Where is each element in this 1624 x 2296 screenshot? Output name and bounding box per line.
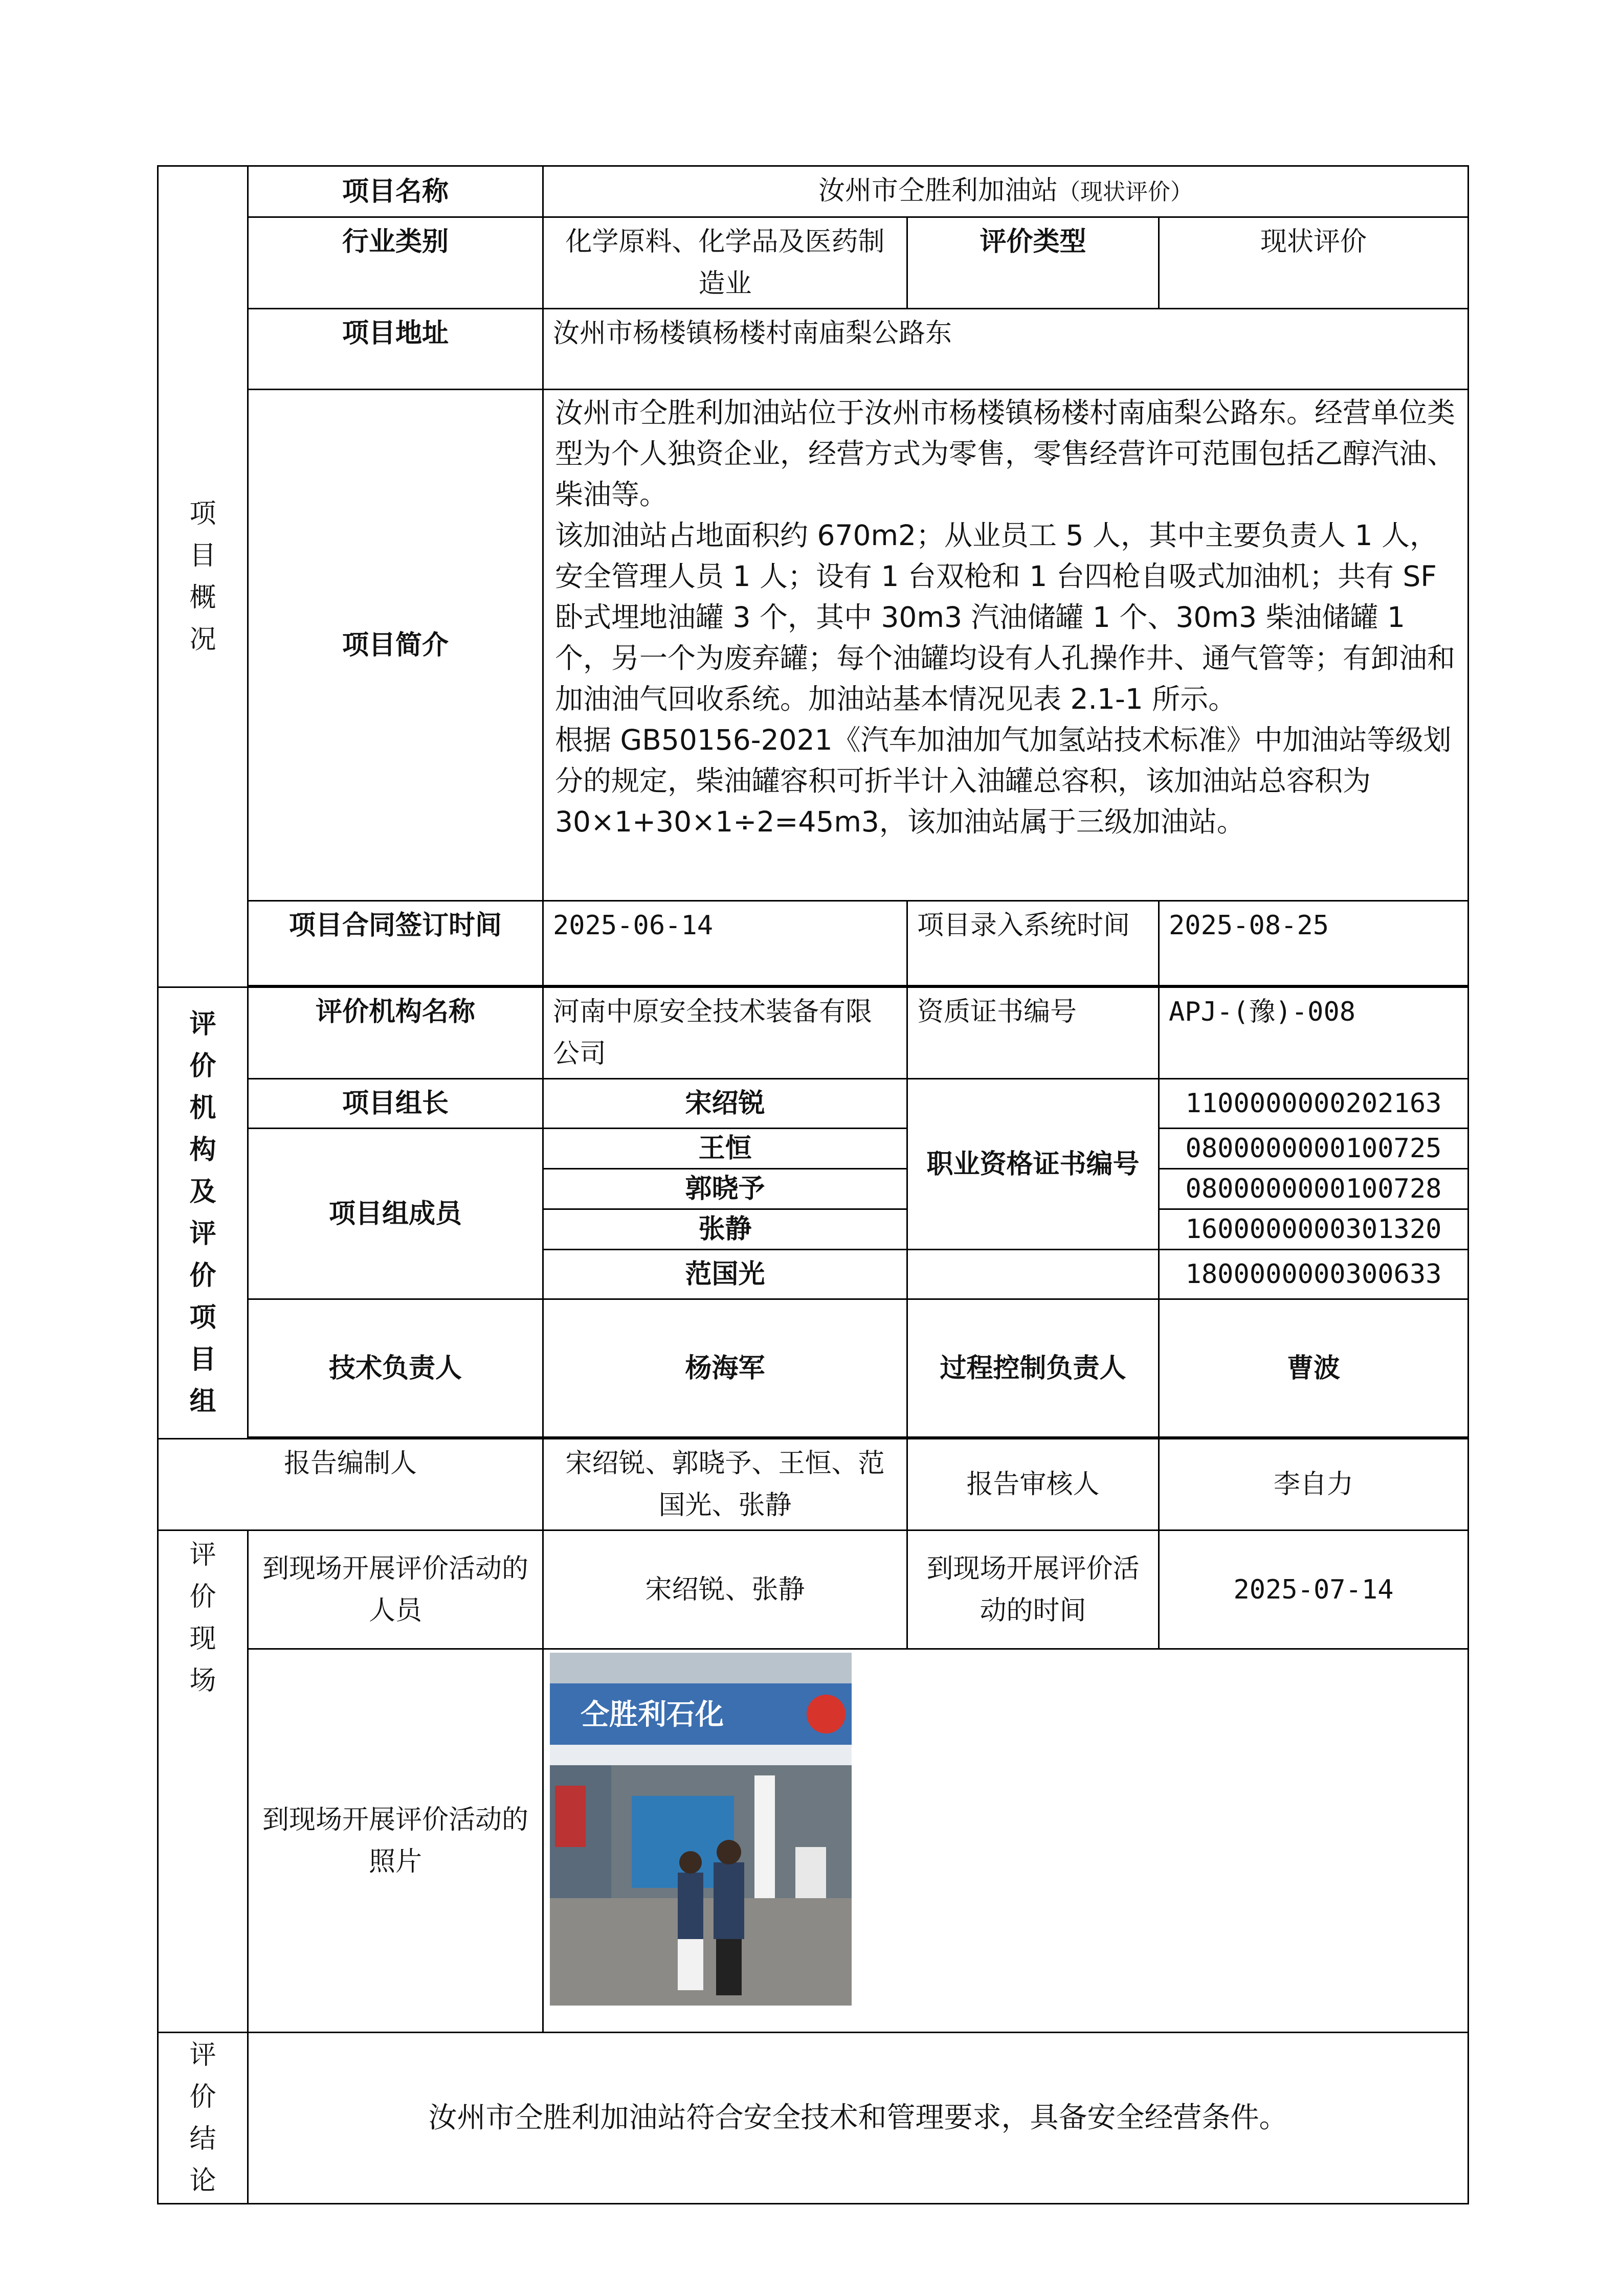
eval-type-label: 评价类型 <box>907 217 1159 309</box>
section-evaluation-conclusion: 评 价 结 论 <box>158 2033 248 2204</box>
photo-person-right-head <box>717 1840 741 1864</box>
project-name-value: 汝州市仝胜利加油站（现状评价） <box>543 166 1469 217</box>
address-value: 汝州市杨楼镇杨楼村南庙梨公路东 <box>543 309 1469 390</box>
member-number: 0800000000100725 <box>1159 1129 1469 1169</box>
summary-text <box>543 390 1469 901</box>
cert-number-value: APJ-(豫)-008 <box>1159 987 1469 1079</box>
photo-pillar <box>754 1775 775 1898</box>
photo-sign-text: 仝胜利石化 <box>581 1698 724 1731</box>
section-project-overview: 项 目 概 况 <box>158 166 248 987</box>
eval-type-value: 现状评价 <box>1159 217 1469 309</box>
project-name-label: 项目名称 <box>248 166 543 217</box>
summary-paragraph: 该加油站占地面积约 670m2；从业员工 5 人，其中主要负责人 1 人，安全管理人员 1 人；设有 1 台双枪和 1 台四枪自吸式加油机；共有 SF 卧式埋地油罐 3 个，其中 30m3 汽油储罐 1 个、30m3 柴油储罐 1 个，另一个为废弃罐；每个油罐均设有人孔操作井、通气管等；有卸油和加油油气回收系统。加油站基本情况见表 2.1-1 所示。 <box>555 519 1456 715</box>
empty-cell <box>907 1250 1159 1299</box>
report-reviewer-label: 报告审核人 <box>907 1439 1159 1530</box>
member-name: 范国光 <box>543 1250 907 1299</box>
org-name-label: 评价机构名称 <box>248 987 543 1079</box>
member-number: 1600000000301320 <box>1159 1209 1469 1250</box>
evaluation-info-table <box>157 165 1469 2204</box>
report-reviewer-name: 李自力 <box>1159 1439 1469 1530</box>
section-evaluation-org: 评 价 机 构 及 评 价 项 目 组 <box>158 987 248 1439</box>
photo-logo <box>807 1695 846 1734</box>
conclusion-text: 汝州市仝胜利加油站符合安全技术和管理要求，具备安全经营条件。 <box>248 2033 1469 2204</box>
photo-person-left-legs <box>678 1939 703 1990</box>
photo-poster <box>555 1786 586 1847</box>
report-author-label: 报告编制人 <box>158 1439 543 1530</box>
industry-value: 化学原料、化学品及医药制造业 <box>543 217 907 309</box>
site-photo-cell <box>543 1649 1469 2033</box>
leader-name: 宋绍锐 <box>543 1079 907 1129</box>
member-number: 1800000000300633 <box>1159 1250 1469 1299</box>
site-time-value: 2025-07-14 <box>1159 1530 1469 1649</box>
site-photo <box>550 1653 852 2006</box>
site-time-label: 到现场开展评价活动的时间 <box>907 1530 1159 1649</box>
address-label: 项目地址 <box>248 309 543 390</box>
member-name: 张静 <box>543 1209 907 1250</box>
member-name: 王恒 <box>543 1129 907 1169</box>
contract-date-value: 2025-06-14 <box>543 901 907 986</box>
members-label: 项目组成员 <box>248 1129 543 1299</box>
summary-label: 项目简介 <box>248 390 543 901</box>
entry-date-value: 2025-08-25 <box>1159 901 1469 986</box>
photo-person-right-legs <box>716 1939 742 1995</box>
org-name-value: 河南中原安全技术装备有限公司 <box>543 987 907 1079</box>
qualification-number-label: 职业资格证书编号 <box>907 1079 1159 1250</box>
site-people-label: 到现场开展评价活动的人员 <box>248 1530 543 1649</box>
leader-number: 1100000000202163 <box>1159 1079 1469 1129</box>
member-number: 0800000000100728 <box>1159 1169 1469 1209</box>
contract-date-label: 项目合同签订时间 <box>248 901 543 986</box>
summary-paragraph: 汝州市仝胜利加油站位于汝州市杨楼镇杨楼村南庙梨公路东。经营单位类型为个人独资企业，经营方式为零售，零售经营许可范围包括乙醇汽油、柴油等。 <box>555 396 1456 511</box>
industry-label: 行业类别 <box>248 217 543 309</box>
section-evaluation-site: 评 价 现 场 <box>158 1530 248 2033</box>
photo-person-left-head <box>679 1851 702 1874</box>
site-people-value: 宋绍锐、张静 <box>543 1530 907 1649</box>
site-photo-label: 到现场开展评价活动的照片 <box>248 1649 543 2033</box>
tech-lead-name: 杨海军 <box>543 1299 907 1437</box>
entry-date-label: 项目录入系统时间 <box>907 901 1159 986</box>
cert-number-label: 资质证书编号 <box>907 987 1159 1079</box>
summary-paragraph: 根据 GB50156-2021《汽车加油加气加氢站技术标准》中加油站等级划分的规定，柴油罐容积可折半计入油罐总容积，该加油站总容积为 30×1+30×1÷2=45m3，该加油站属于三级加油站。 <box>555 724 1452 838</box>
photo-person-right <box>714 1862 744 1939</box>
photo-canopy-edge <box>550 1745 852 1765</box>
process-lead-name: 曹波 <box>1159 1299 1469 1437</box>
process-lead-label: 过程控制负责人 <box>907 1299 1159 1437</box>
tech-lead-label: 技术负责人 <box>248 1299 543 1437</box>
report-author-names: 宋绍锐、郭晓予、王恒、范国光、张静 <box>543 1439 907 1530</box>
leader-label: 项目组长 <box>248 1079 543 1129</box>
member-name: 郭晓予 <box>543 1169 907 1209</box>
photo-person-left <box>678 1873 703 1939</box>
